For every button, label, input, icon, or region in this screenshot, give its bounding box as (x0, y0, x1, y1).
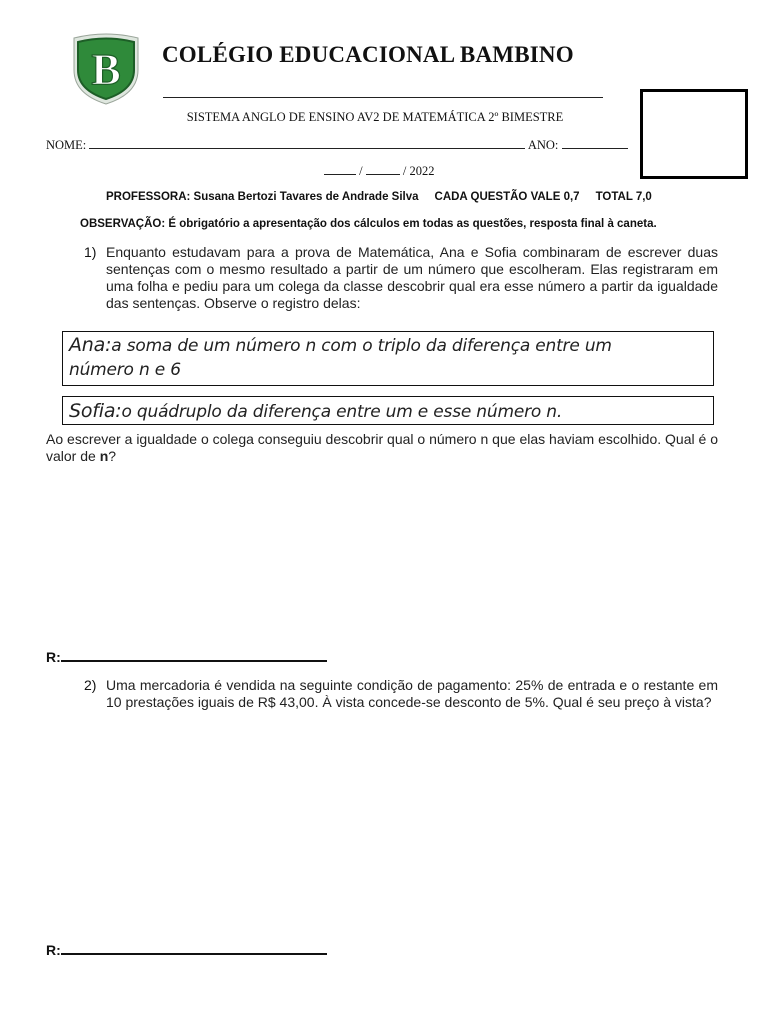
question-1-text: Enquanto estudavam para a prova de Matemática, Ana e Sofia combinaram de escrever duas sentenças com o mesmo resultado a partir de um número que escolheram. Elas registraram em uma folha e pediu para um colega da classe descobrir qual era esse número a partir da igualdade das sentenças. Observe o registro delas: (106, 244, 718, 311)
grade-box (640, 89, 748, 179)
date-year: 2022 (409, 164, 435, 178)
exam-total: TOTAL 7,0 (595, 191, 652, 203)
school-crest-logo (68, 32, 144, 106)
sofia-label: Sofia: (69, 400, 122, 422)
ana-statement-line-1: a soma de um número n com o triplo da diferença entre um (111, 336, 612, 356)
answer-2-line[interactable] (46, 941, 327, 958)
date-row (324, 164, 434, 179)
question-value: CADA QUESTÃO VALE 0,7 (434, 191, 580, 203)
question-1-number: 1) (84, 244, 97, 260)
date-separator: / (359, 164, 363, 178)
ana-statement-box (62, 331, 714, 386)
exam-system-title: SISTEMA ANGLO DE ENSINO AV2 DE MATEMÁTICA 2º BIMESTRE (186, 110, 564, 124)
answer-label: R: (46, 649, 61, 665)
year-field[interactable] (562, 138, 628, 149)
ana-statement-line-2: número n e 6 (69, 360, 181, 380)
answer-2-field[interactable] (61, 941, 327, 955)
month-field[interactable] (366, 164, 400, 175)
header-divider (163, 97, 603, 98)
question-1-follow-up: Ao escrever a igualdade o colega conseguiu descobrir qual o número n que elas haviam escolhido. Qual é o valor de n? (46, 431, 718, 464)
crest-letter: B (91, 45, 121, 94)
answer-label: R: (46, 942, 61, 958)
question-2-text: Uma mercadoria é vendida na seguinte condição de pagamento: 25% de entrada e o restante em 10 prestações iguais de R$ 43,00. À vista concede-se desconto de 5%. Qual é seu preço à vista? (106, 677, 718, 710)
ana-label: Ana: (69, 334, 112, 356)
name-field[interactable] (89, 138, 525, 149)
observation-note: OBSERVAÇÃO: É obrigatório a apresentação dos cálculos em todas as questões, resposta final à caneta. (80, 218, 657, 230)
day-field[interactable] (324, 164, 356, 175)
question-2-number: 2) (84, 677, 97, 693)
name-label: NOME: (46, 138, 87, 152)
answer-1-field[interactable] (61, 648, 327, 662)
sofia-statement-box (62, 396, 714, 425)
date-separator: / (402, 164, 407, 178)
school-name: COLÉGIO EDUCACIONAL BAMBINO (162, 42, 574, 67)
sofia-statement: o quádruplo da diferença entre um e esse número n. (121, 402, 563, 422)
variable-n: n (99, 448, 109, 464)
answer-1-line[interactable] (46, 648, 327, 665)
teacher-info-row (106, 191, 652, 203)
name-row (46, 138, 628, 153)
year-label: ANO: (527, 138, 559, 152)
teacher-name: PROFESSORA: Susana Bertozi Tavares de Andrade Silva (106, 191, 419, 203)
